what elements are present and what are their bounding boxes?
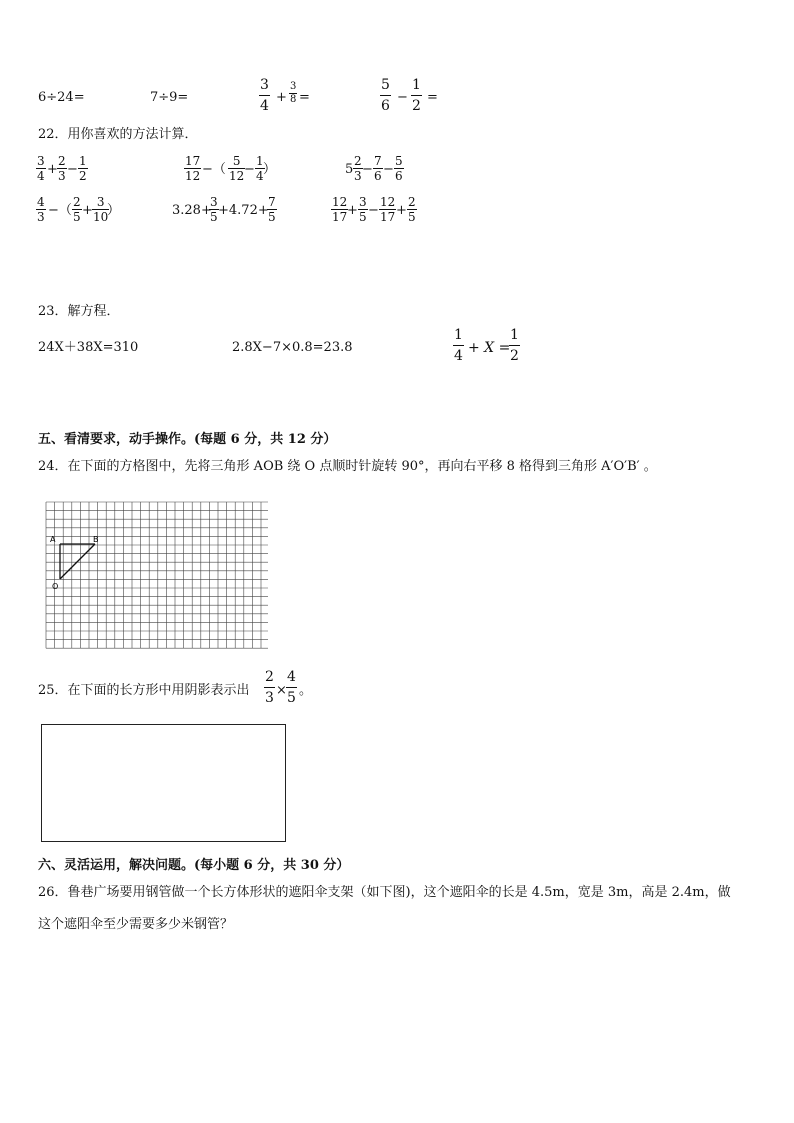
op: − [67, 162, 78, 177]
expr-7-div-9: 7÷9= [150, 90, 189, 105]
frac: $\frac{3}{4}$ [37, 154, 45, 183]
op-times: × [276, 683, 287, 698]
frac: $\frac{4}{3}$ [37, 195, 45, 224]
op-minus: − [397, 90, 408, 105]
frac: $\frac{5}{6}$ [395, 154, 403, 183]
frac: $\frac{7}{6}$ [374, 154, 382, 183]
section-5-heading: 五、看清要求，动手操作。(每题 6 分，共 12 分） [38, 432, 337, 447]
op: + [47, 162, 58, 177]
q23-title: 23．解方程． [38, 304, 120, 319]
op: −（ [48, 203, 72, 218]
whole-number: 5 [345, 162, 354, 177]
frac: $\frac{2}{5}$ [408, 195, 416, 224]
frac: $\frac{12}{17}$ [380, 195, 396, 224]
frac-1-4: $\frac{1}{4}$ [454, 327, 463, 364]
q25-text: 25．在下面的长方形中用阴影表示出 [38, 683, 250, 698]
frac: $\frac{12}{17}$ [332, 195, 348, 224]
frac: $\frac{2}{3}$ [354, 154, 362, 183]
frac: $\frac{2}{5}$ [73, 195, 81, 224]
expr-part: 3.28+ [172, 203, 212, 218]
op: + [82, 203, 93, 218]
op: − [368, 203, 379, 218]
grid-lines [46, 502, 268, 648]
frac: $\frac{17}{12}$ [185, 154, 201, 183]
q22-title: 22．用你喜欢的方法计算． [38, 127, 198, 142]
point-label-b: B [93, 535, 99, 544]
op: − [362, 162, 373, 177]
op: −（ [202, 162, 226, 177]
frac-5-6: $\frac{5}{6}$ [381, 77, 390, 114]
q26-line-1: 26．鲁巷广场要用钢管做一个长方体形状的遮阳伞支架（如下图)，这个遮阳伞的长是 4.5m，宽是 3m，高是 2.4m，做 [38, 885, 731, 900]
frac: $\frac{2}{3}$ [58, 154, 66, 183]
point-label-a: A [50, 535, 56, 544]
q26-line-2: 这个遮阳伞至少需要多少米钢管？ [38, 917, 234, 932]
frac-1-2: $\frac{1}{2}$ [412, 77, 421, 114]
op: − [383, 162, 394, 177]
frac: $\frac{1}{2}$ [79, 154, 87, 183]
point-label-o: O [52, 582, 59, 591]
frac: $\frac{3}{5}$ [210, 195, 218, 224]
op: ） [107, 203, 121, 218]
op: + [396, 203, 407, 218]
frac: $\frac{3}{10}$ [93, 195, 109, 224]
expr-6-div-24: 6÷24= [38, 90, 85, 105]
op: − [244, 162, 255, 177]
frac: $\frac{3}{5}$ [359, 195, 367, 224]
frac: $\frac{5}{12}$ [229, 154, 245, 183]
equation-2: 2.8X−7×0.8=23.8 [232, 340, 353, 355]
equation-3-middle: + X = [468, 340, 511, 356]
op-equals: = [427, 90, 438, 105]
frac-3-4: $\frac{3}{4}$ [260, 77, 269, 114]
frac-1-2: $\frac{1}{2}$ [510, 327, 519, 364]
frac: $\frac{7}{5}$ [268, 195, 276, 224]
blank-rectangle [41, 724, 286, 842]
frac-3-8: $\frac{3}{8}$ [290, 81, 297, 105]
op: + [347, 203, 358, 218]
expr-part: +4.72+ [218, 203, 269, 218]
op: ） [263, 162, 277, 177]
frac: $\frac{1}{4}$ [256, 154, 264, 183]
q25-end: 。 [299, 683, 313, 698]
frac-4-5: $\frac{4}{5}$ [287, 669, 296, 706]
op-plus: + [276, 90, 287, 105]
triangle-aob [60, 544, 95, 579]
section-6-heading: 六、灵活运用，解决问题。(每小题 6 分，共 30 分） [38, 858, 350, 873]
equation-1: 24X＋38X=310 [38, 340, 139, 355]
frac-2-3: $\frac{2}{3}$ [265, 669, 274, 706]
grid-figure [44, 496, 268, 650]
q24-text: 24．在下面的方格图中，先将三角形 AOB 绕 O 点顺时针旋转 90°，再向右平移 8 格得到三角形 A′O′B′ 。 [38, 459, 657, 474]
op-equals: = [299, 90, 310, 105]
